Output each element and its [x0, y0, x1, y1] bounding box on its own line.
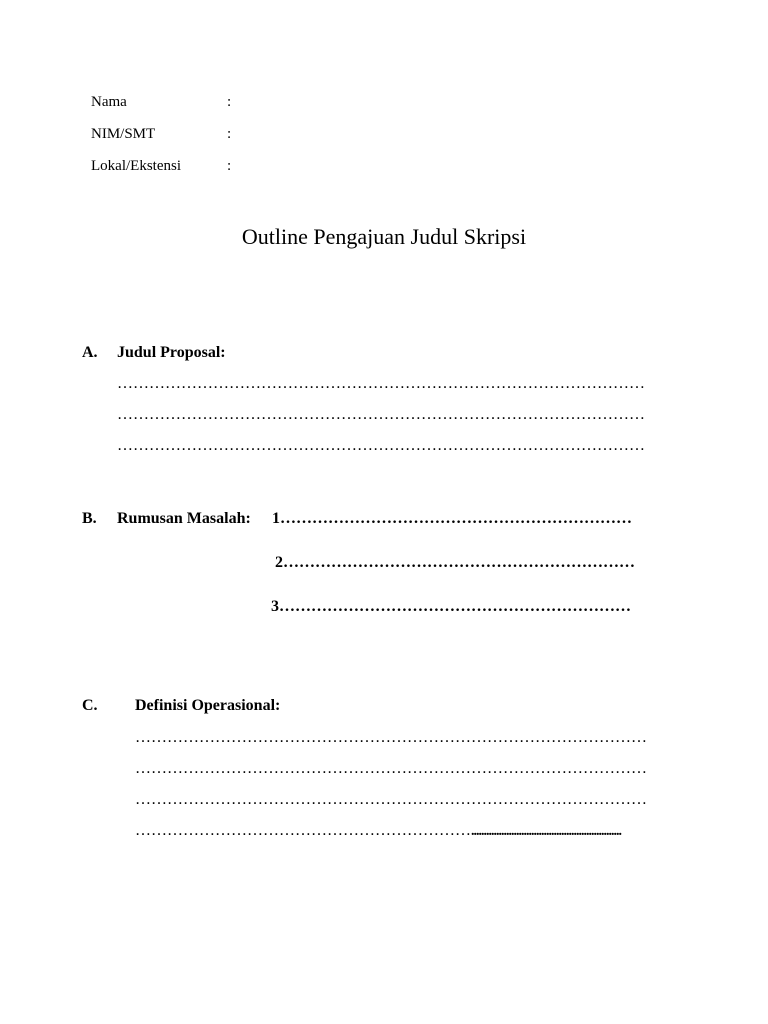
section-c-line-1: ……………………………………………………………………………………	[135, 729, 647, 746]
section-c-line-4	[135, 822, 621, 840]
section-c-letter: C.	[82, 697, 98, 714]
name-colon: :	[227, 94, 232, 110]
section-c-heading: Definisi Operasional:	[135, 697, 281, 714]
section-b-letter: B.	[82, 510, 97, 527]
lokal-label: Lokal/Ekstensi	[91, 158, 181, 174]
section-a-heading: Judul Proposal:	[117, 344, 226, 361]
page-title: Outline Pengajuan Judul Skripsi	[241, 224, 527, 249]
name-label: Nama	[91, 94, 127, 110]
section-b-item-2: 2…………………………………………………………	[275, 554, 635, 571]
nim-colon: :	[227, 126, 232, 142]
section-a-line-2: ………………………………………………………………………………………	[117, 406, 645, 423]
section-a-line-3: ………………………………………………………………………………………	[117, 437, 645, 454]
section-c-line-3: ……………………………………………………………………………………	[135, 791, 647, 808]
section-b-item-3: 3…………………………………………………………	[271, 598, 631, 615]
section-b-item-1: 1…………………………………………………………	[272, 510, 632, 527]
section-c-line-4-tail: ............................................................	[471, 824, 621, 839]
section-c-line-4-dots: ………………………………………………………	[135, 822, 471, 839]
lokal-colon: :	[227, 158, 232, 174]
section-b-heading: Rumusan Masalah:	[117, 510, 251, 527]
section-c-line-2: ……………………………………………………………………………………	[135, 760, 647, 777]
nim-label: NIM/SMT	[91, 126, 156, 142]
section-a-line-1: ………………………………………………………………………………………	[117, 375, 645, 392]
section-a-letter: A.	[82, 344, 98, 361]
